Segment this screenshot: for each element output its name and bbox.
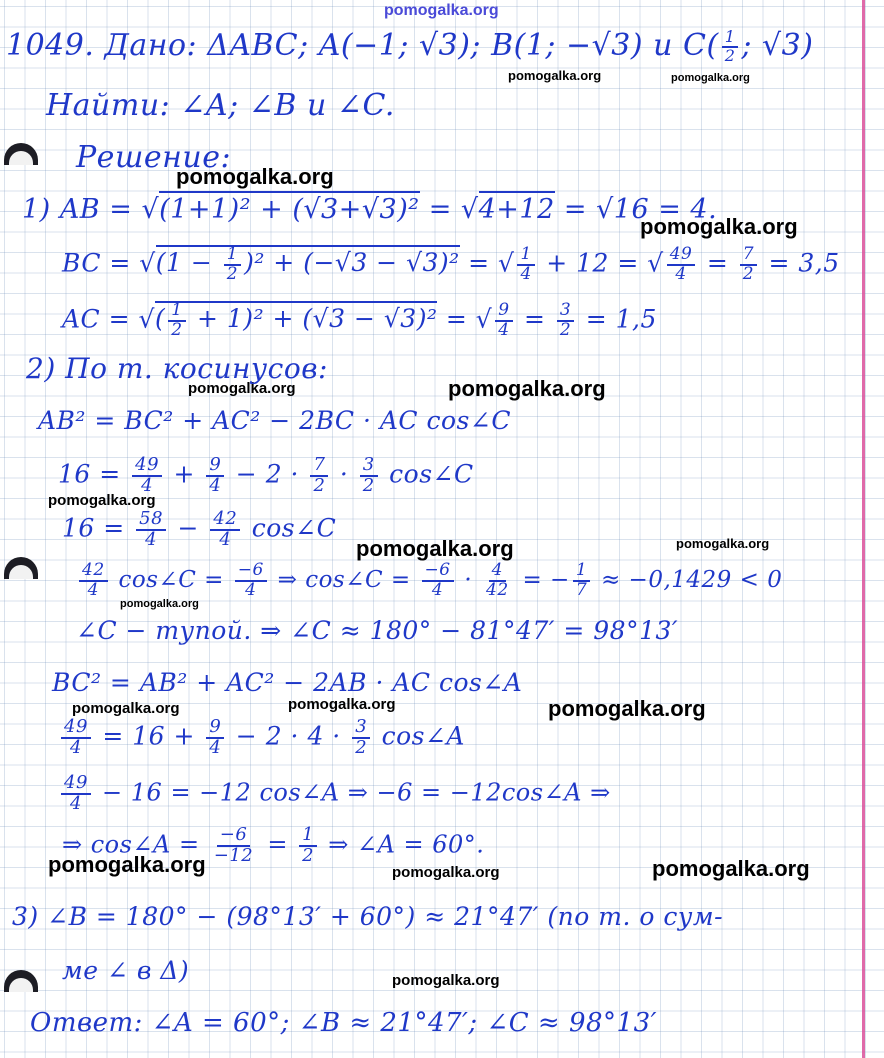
fraction: $\frac{9}{4}$ xyxy=(206,456,224,496)
fraction: $\frac{3}{2}$ xyxy=(360,456,378,496)
ab-line: 1) AB = √(1+1)² + (√3+√3)² = √4+12 = √16 = 4. xyxy=(22,194,717,225)
fraction: $\frac{-6}{-12}$ xyxy=(213,824,254,866)
obtuse-line: ∠C − тупой. ⇒ ∠C ≈ 180° − 81°47′ = 98°13′ xyxy=(76,616,679,645)
fraction: $\frac{49}{4}$ xyxy=(61,774,91,814)
watermark: pomogalka.org xyxy=(640,214,798,239)
step3-line-continued: ме ∠ в Δ) xyxy=(62,956,190,985)
watermark-top: pomogalka.org xyxy=(384,2,499,19)
fraction: $\frac{9}{4}$ xyxy=(206,718,224,758)
fraction: $\frac{7}{2}$ xyxy=(740,246,757,284)
watermark: pomogalka.org xyxy=(48,852,206,877)
fraction: $\frac{58}{4}$ xyxy=(136,510,166,550)
watermark: pomogalka.org xyxy=(676,536,770,551)
problem-number: 1049. xyxy=(6,28,95,63)
watermark: pomogalka.org xyxy=(120,598,199,610)
fraction: $\frac{7}{2}$ xyxy=(310,456,328,496)
equation-line: 16 = $\frac{58}{4}$ − $\frac{42}{4}$ cos∠C xyxy=(62,508,337,550)
watermark: pomogalka.org xyxy=(448,376,606,401)
fraction: $\frac{49}{4}$ xyxy=(132,456,162,496)
step2-heading: 2) По т. косинусов: xyxy=(26,352,328,385)
step-marker: 1) xyxy=(22,194,51,225)
step-marker: 3) xyxy=(12,902,39,931)
binder-hole-middle xyxy=(4,557,38,579)
binder-hole-bottom xyxy=(4,970,38,992)
point-c-head: C( xyxy=(683,28,719,63)
watermark: pomogalka.org xyxy=(392,972,500,989)
fraction: $\frac{1}{2}$ xyxy=(168,302,185,340)
conjunction: и xyxy=(653,28,673,63)
find-text: ∠A; ∠B и ∠C. xyxy=(180,88,395,123)
watermark: pomogalka.org xyxy=(72,700,180,717)
watermark: pomogalka.org xyxy=(188,380,296,397)
solution-label: Решение: xyxy=(76,140,232,175)
step-marker: 2) xyxy=(26,352,56,385)
point-c-tail: ; √3) xyxy=(741,28,814,63)
law-cosines-c: AB² = BC² + AC² − 2BC · AC cos∠C xyxy=(38,406,511,435)
find-line xyxy=(46,88,395,123)
equation-line: $\frac{49}{4}$ − 16 = −12 cos∠A ⇒ −6 = −12cos∠A ⇒ xyxy=(58,774,611,814)
fraction: $\frac{1}{2}$ xyxy=(224,246,241,284)
watermark: pomogalka.org xyxy=(652,856,810,881)
watermark: pomogalka.org xyxy=(392,864,500,881)
triangle-name: ΔABC; xyxy=(207,28,309,63)
fraction: $\frac{1}{7}$ xyxy=(573,562,590,600)
fraction: $\frac{1}{2}$ xyxy=(722,29,739,65)
fraction: $\frac{49}{4}$ xyxy=(667,246,696,284)
equation-line: ⇒ cos∠A = $\frac{-6}{-12}$ = $\frac{1}{2}$ ⇒ ∠A = 60°. xyxy=(62,824,485,866)
fraction: $\frac{4}{42}$ xyxy=(486,560,509,600)
bc-line: BC = √(1 − $\frac{1}{2}$ )² + (−√3 − √3)² = √ $\frac{1}{4}$ + 12 = √ $\frac{49}{4}$ = $\frac{7}{2}$ = 3,5 xyxy=(62,244,840,284)
find-label: Найти: xyxy=(46,88,171,123)
fraction: $\frac{3}{2}$ xyxy=(557,302,574,340)
equation-line: 16 = $\frac{49}{4}$ + $\frac{9}{4}$ − 2 · $\frac{7}{2}$ · $\frac{3}{2}$ cos∠C xyxy=(58,454,474,496)
watermark: pomogalka.org xyxy=(288,696,396,713)
watermark: pomogalka.org xyxy=(671,72,750,84)
fraction: $\frac{42}{4}$ xyxy=(79,562,108,600)
equation-line: $\frac{42}{4}$ cos∠C = $\frac{-6}{4}$ ⇒ cos∠C = $\frac{-6}{4}$ · $\frac{4}{42}$ = − $\frac{1}{7}$ ≈ −0,1429 < 0 xyxy=(76,562,782,600)
given-line xyxy=(6,28,813,65)
fraction: $\frac{3}{2}$ xyxy=(352,718,370,758)
given-label: Дано: xyxy=(104,28,198,63)
equation-line: $\frac{49}{4}$ = 16 + $\frac{9}{4}$ − 2 · 4 · $\frac{3}{2}$ cos∠A xyxy=(58,718,465,758)
fraction: $\frac{-6}{4}$ xyxy=(422,562,454,600)
fraction: $\frac{1}{2}$ xyxy=(299,826,317,866)
fraction: $\frac{42}{4}$ xyxy=(210,510,240,550)
watermark: pomogalka.org xyxy=(48,492,156,509)
step3-line: 3) ∠B = 180° − (98°13′ + 60°) ≈ 21°47′ (по т. о сум- xyxy=(12,902,724,931)
point-a: A(−1; √3); xyxy=(318,28,482,63)
fraction: $\frac{49}{4}$ xyxy=(61,718,91,758)
watermark: pomogalka.org xyxy=(508,68,602,83)
law-cosines-a: BC² = AB² + AC² − 2AB · AC cos∠A xyxy=(52,668,523,697)
answer-text: ∠A = 60°; ∠B ≈ 21°47′; ∠C ≈ 98°13′ xyxy=(151,1008,658,1038)
fraction: $\frac{-6}{4}$ xyxy=(235,562,267,600)
notebook-margin-line xyxy=(862,0,865,1058)
ac-line: AC = √( $\frac{1}{2}$ + 1)² + (√3 − √3)² = √ $\frac{9}{4}$ = $\frac{3}{2}$ = 1,5 xyxy=(62,300,657,340)
watermark: pomogalka.org xyxy=(356,536,514,561)
answer-label: Ответ: xyxy=(30,1008,143,1038)
fraction: $\frac{9}{4}$ xyxy=(495,302,512,340)
watermark: pomogalka.org xyxy=(176,164,334,189)
binder-hole-top xyxy=(4,143,38,165)
fraction: $\frac{1}{4}$ xyxy=(517,246,534,284)
answer-line xyxy=(30,1008,657,1038)
point-b: B(1; −√3) xyxy=(491,28,644,63)
watermark: pomogalka.org xyxy=(548,696,706,721)
